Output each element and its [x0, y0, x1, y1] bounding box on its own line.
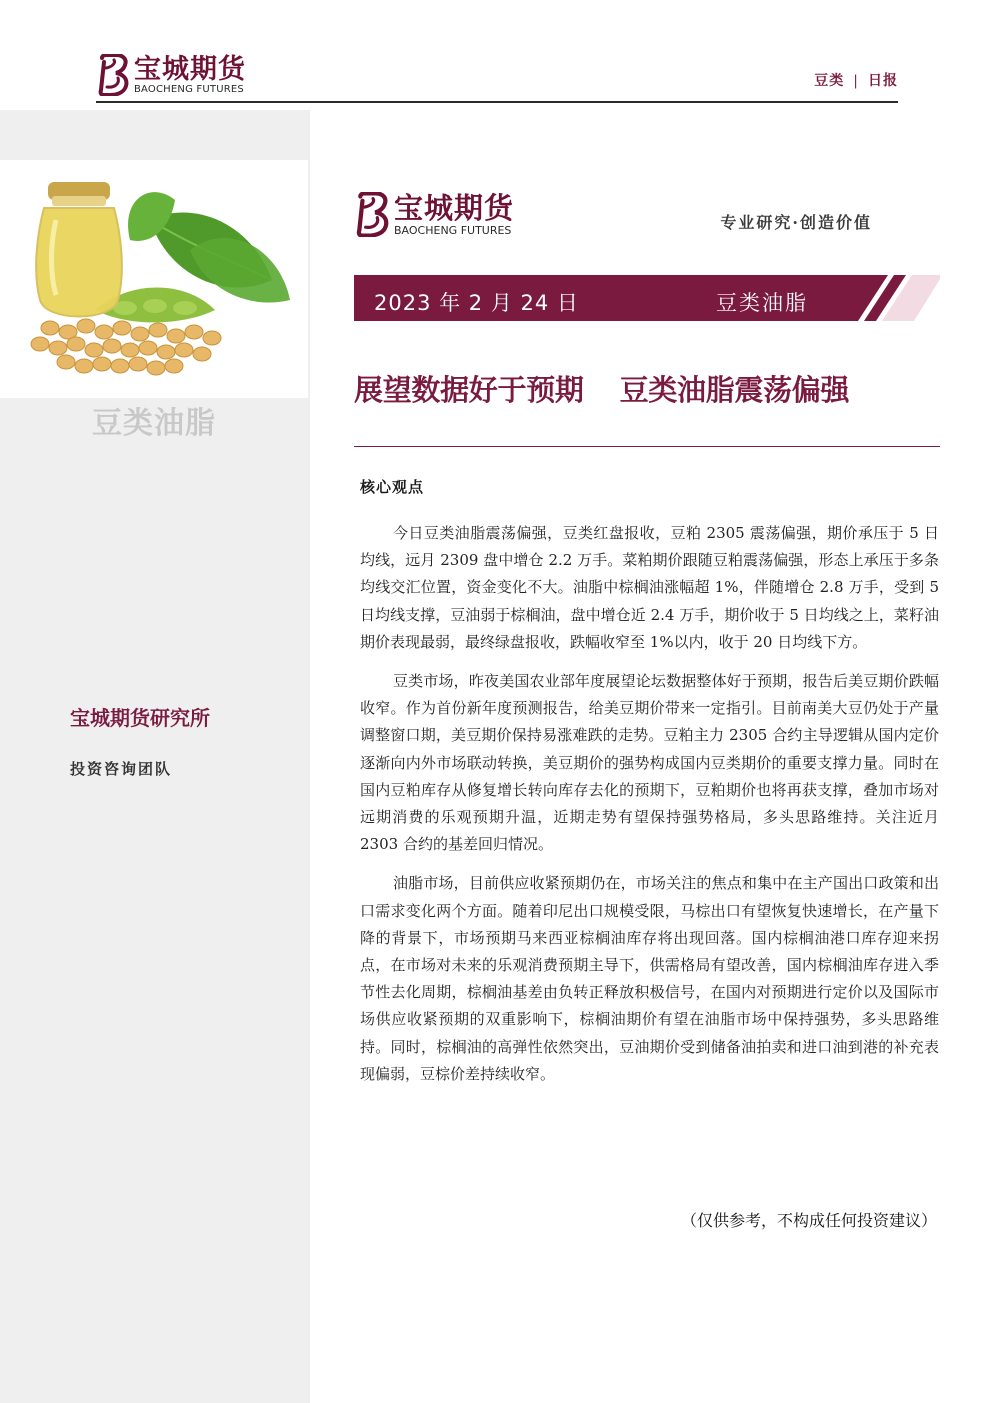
header-divider	[96, 101, 898, 103]
headline	[354, 368, 849, 409]
header-logo-cn: 宝城期货	[134, 53, 246, 85]
header-tag-type: 日报	[868, 73, 898, 89]
section-heading: 核心观点	[360, 478, 425, 496]
disclaimer: （仅供参考，不构成任何投资建议）	[680, 1211, 937, 1230]
main-logo-cn: 宝城期货	[394, 190, 515, 225]
header-logo	[96, 54, 246, 96]
title-divider	[354, 446, 940, 447]
header-tags	[814, 70, 898, 90]
header-tag-separator: |	[853, 73, 859, 89]
paragraph-oil-market: 油脂市场，目前供应收紧预期仍在，市场关注的焦点和集中在主产国出口政策和出口需求变化两个方面。随着印尼出口规模受限，马棕出口有望恢复快速增长，在产量下降的背景下，市场预期马来西亚棕榈油库存将出现回落。国内棕榈油港口库存迎来拐点，在市场对未来的乐观消费预期主导下，供需格局有望改善，国内棕榈油库存进入季节性去化周期，棕榈油基差由负转正释放积极信号，在国内对预期进行定价以及国际市场供应收紧预期的双重影响下，棕榈油期价有望在油脂市场中保持强势，多头思路维持。同时，棕榈油的高弹性依然突出，豆油期价受到储备油拍卖和进口油到港的补充表现偏弱，豆棕价差持续收窄。	[360, 874, 939, 1083]
soybean-oil-jar-photo-icon	[0, 160, 308, 398]
header-tag-category: 豆类	[814, 73, 845, 89]
bc-monogram-logo-icon	[354, 192, 390, 237]
main-logo	[354, 192, 514, 237]
institute-name: 宝城期货研究所	[70, 706, 210, 730]
sidebar-category-label: 豆类油脂	[92, 406, 216, 441]
report-date: 2023 年 2 月 24 日	[374, 291, 579, 315]
header-logo-en: BAOCHENG FUTURES	[134, 83, 244, 95]
report-category: 豆类油脂	[716, 291, 808, 315]
bc-monogram-logo-icon	[96, 54, 130, 96]
headline-part2: 豆类油脂震荡偏强	[619, 373, 850, 407]
team-name: 投资咨询团队	[70, 760, 173, 778]
slogan: 专业研究·创造价值	[720, 213, 872, 232]
paragraph-soybean-market: 豆类市场，昨夜美国农业部年度展望论坛数据整体好于预期，报告后美豆期价跌幅收窄。作为首份新年度预测报告，给美豆期价带来一定指引。目前南美大豆仍处于产量调整窗口期，美豆期价保持易涨难跌的走势。豆粕主力 2305 合约主导逻辑从国内定价逐渐向内外市场联动转换，美豆期价的强势构成国内豆类期价的重要支撑力量。同时在国内豆粕库存从修复增长转向库存去化的预期下，豆粕期价也将再获支撑，叠加市场对远期消费的乐观预期升温，近期走势有望保持强势格局，多头思路维持。关注近月 2303 合约的基差回归情况。	[360, 672, 939, 854]
main-logo-en: BAOCHENG FUTURES	[394, 223, 512, 237]
headline-part1: 展望数据好于预期	[354, 373, 584, 407]
report-body	[360, 520, 939, 1100]
paragraph-summary: 今日豆类油脂震荡偏强，豆类红盘报收，豆粕 2305 震荡偏强，期价承压于 5 日均线，远月 2309 盘中增仓 2.2 万手。菜粕期价跟随豆粕震荡偏强，形态上承压于多条均线交汇位置，资金变化不大。油脂中棕榈油涨幅超 1%，伴随增仓 2.8 万手，受到 5 日均线支撑，豆油弱于棕榈油，盘中增仓近 2.4 万手，期价收于 5 日均线之上，菜籽油期价表现最弱，最终绿盘报收，跌幅收窄至 1%以内，收于 20 日均线下方。	[360, 524, 939, 651]
